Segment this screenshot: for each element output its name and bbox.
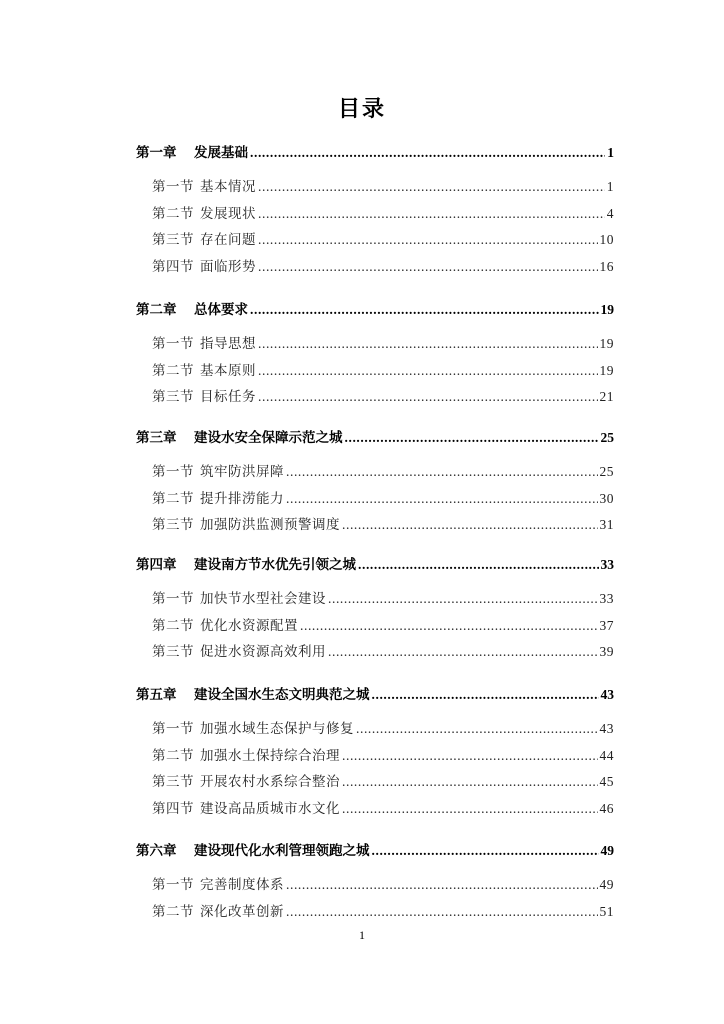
dot-leader — [258, 363, 598, 379]
toc-section[interactable] — [152, 359, 614, 379]
toc-section-page-number: 21 — [599, 389, 614, 404]
toc-section[interactable] — [152, 255, 614, 275]
dot-leader — [258, 259, 598, 275]
dot-leader — [286, 464, 598, 480]
toc-section[interactable] — [152, 900, 614, 920]
dot-leader — [328, 591, 598, 607]
toc-section-number: 第二节 — [152, 491, 194, 507]
toc-section-title: 加强水域生态保护与修复 — [200, 721, 354, 737]
toc-section-title: 优化水资源配置 — [200, 618, 298, 634]
toc-chapter-number: 第四章 — [136, 557, 177, 573]
toc-section-title: 基本情况 — [200, 179, 256, 195]
toc-section-title: 发展现状 — [200, 206, 256, 222]
page-number: 1 — [359, 928, 365, 942]
toc-section-number: 第三节 — [152, 774, 194, 790]
dot-leader — [358, 557, 599, 573]
toc-chapter-page-number: 1 — [607, 145, 614, 160]
toc-section-page-number: 10 — [599, 232, 614, 247]
dot-leader — [286, 904, 598, 920]
dot-leader — [342, 748, 598, 764]
toc-section[interactable] — [152, 744, 614, 764]
toc-chapter[interactable] — [136, 426, 614, 446]
toc-chapter-title: 建设全国水生态文明典范之城 — [194, 687, 370, 703]
toc-section-page-number: 37 — [599, 618, 614, 633]
toc-section-title: 建设高品质城市水文化 — [200, 801, 340, 817]
toc-section[interactable] — [152, 487, 614, 507]
toc-chapter-page-number: 33 — [600, 557, 614, 572]
toc-section[interactable] — [152, 228, 614, 248]
toc-section[interactable] — [152, 587, 614, 607]
toc-section[interactable] — [152, 513, 614, 533]
toc-chapter-page-number: 25 — [600, 430, 614, 445]
toc-chapter[interactable] — [136, 683, 614, 703]
toc-section-title: 提升排涝能力 — [200, 491, 284, 507]
toc-section[interactable] — [152, 385, 614, 405]
dot-leader — [258, 179, 605, 195]
toc-section-number: 第二节 — [152, 904, 194, 920]
toc-section-number: 第二节 — [152, 618, 194, 634]
toc-chapter-number: 第五章 — [136, 687, 177, 703]
toc-section-title: 促进水资源高效利用 — [200, 644, 326, 660]
dot-leader — [372, 687, 599, 703]
toc-chapter-number: 第一章 — [136, 145, 177, 161]
toc-section[interactable] — [152, 332, 614, 352]
toc-section-number: 第四节 — [152, 259, 194, 275]
toc-section-number: 第一节 — [152, 464, 194, 480]
toc-section[interactable] — [152, 873, 614, 893]
toc-section-page-number: 25 — [599, 464, 614, 479]
toc-section-title: 加快节水型社会建设 — [200, 591, 326, 607]
dot-leader — [258, 389, 598, 405]
toc-section-number: 第三节 — [152, 389, 194, 405]
toc-section-number: 第一节 — [152, 721, 194, 737]
toc-section-title: 筑牢防洪屏障 — [200, 464, 284, 480]
toc-section-title: 深化改革创新 — [200, 904, 284, 920]
toc-section-page-number: 51 — [599, 904, 614, 919]
dot-leader — [356, 721, 598, 737]
toc-section-number: 第二节 — [152, 206, 194, 222]
toc-section-title: 开展农村水系综合整治 — [200, 774, 340, 790]
dot-leader — [342, 774, 598, 790]
toc-section-number: 第二节 — [152, 363, 194, 379]
toc-section[interactable] — [152, 717, 614, 737]
toc-section-title: 加强防洪监测预警调度 — [200, 517, 340, 533]
toc-section[interactable] — [152, 640, 614, 660]
toc-section[interactable] — [152, 202, 614, 222]
toc-chapter-number: 第二章 — [136, 302, 177, 318]
toc-section[interactable] — [152, 797, 614, 817]
toc-section-title: 目标任务 — [200, 389, 256, 405]
toc-section-page-number: 46 — [599, 801, 614, 816]
toc-section-page-number: 19 — [599, 336, 614, 351]
toc-chapter-number: 第三章 — [136, 430, 177, 446]
dot-leader — [286, 877, 598, 893]
toc-section-number: 第三节 — [152, 517, 194, 533]
dot-leader — [372, 843, 599, 859]
dot-leader — [300, 618, 598, 634]
dot-leader — [258, 336, 598, 352]
toc-section-title: 加强水土保持综合治理 — [200, 748, 340, 764]
toc-chapter-title: 建设现代化水利管理领跑之城 — [194, 843, 370, 859]
toc-section-title: 完善制度体系 — [200, 877, 284, 893]
toc-chapter-title: 建设南方节水优先引领之城 — [194, 557, 356, 573]
dot-leader — [250, 145, 605, 161]
toc-chapter[interactable] — [136, 839, 614, 859]
toc-section-page-number: 19 — [599, 363, 614, 378]
toc-section-page-number: 39 — [599, 644, 614, 659]
dot-leader — [345, 430, 599, 446]
toc-section[interactable] — [152, 460, 614, 480]
toc-section-page-number: 16 — [599, 259, 614, 274]
dot-leader — [328, 644, 598, 660]
toc-section-title: 面临形势 — [200, 259, 256, 275]
toc-chapter-page-number: 19 — [600, 302, 614, 317]
toc-section-number: 第一节 — [152, 591, 194, 607]
toc-section-title: 指导思想 — [200, 336, 256, 352]
toc-section-number: 第二节 — [152, 748, 194, 764]
toc-chapter[interactable] — [136, 298, 614, 318]
toc-section-number: 第一节 — [152, 336, 194, 352]
toc-section-page-number: 1 — [606, 179, 614, 194]
toc-chapter[interactable] — [136, 141, 614, 161]
toc-section-title: 基本原则 — [200, 363, 256, 379]
toc-section-page-number: 45 — [599, 774, 614, 789]
toc-chapter[interactable] — [136, 553, 614, 573]
dot-leader — [342, 801, 598, 817]
toc-section-page-number: 30 — [599, 491, 614, 506]
toc-section-number: 第四节 — [152, 801, 194, 817]
toc-chapter-title: 建设水安全保障示范之城 — [194, 430, 343, 446]
toc-chapter-number: 第六章 — [136, 843, 177, 859]
dot-leader — [342, 517, 598, 533]
dot-leader — [286, 491, 598, 507]
toc-section-page-number: 44 — [599, 748, 614, 763]
dot-leader — [258, 206, 605, 222]
toc-section-number: 第三节 — [152, 644, 194, 660]
toc-section-number: 第三节 — [152, 232, 194, 248]
dot-leader — [250, 302, 599, 318]
toc-section-page-number: 33 — [599, 591, 614, 606]
toc-section-page-number: 43 — [599, 721, 614, 736]
toc-section[interactable] — [152, 175, 614, 195]
toc-section-number: 第一节 — [152, 877, 194, 893]
toc-chapter-page-number: 49 — [600, 843, 614, 858]
toc-section-title: 存在问题 — [200, 232, 256, 248]
toc-section-number: 第一节 — [152, 179, 194, 195]
toc-section-page-number: 31 — [599, 517, 614, 532]
toc-section-page-number: 4 — [606, 206, 614, 221]
toc-section[interactable] — [152, 770, 614, 790]
toc-section[interactable] — [152, 614, 614, 634]
toc-section-page-number: 49 — [599, 877, 614, 892]
toc-chapter-title: 总体要求 — [194, 302, 248, 318]
toc-chapter-page-number: 43 — [600, 687, 614, 702]
dot-leader — [258, 232, 598, 248]
toc-chapter-title: 发展基础 — [194, 145, 248, 161]
page-title: 目录 — [337, 97, 386, 122]
